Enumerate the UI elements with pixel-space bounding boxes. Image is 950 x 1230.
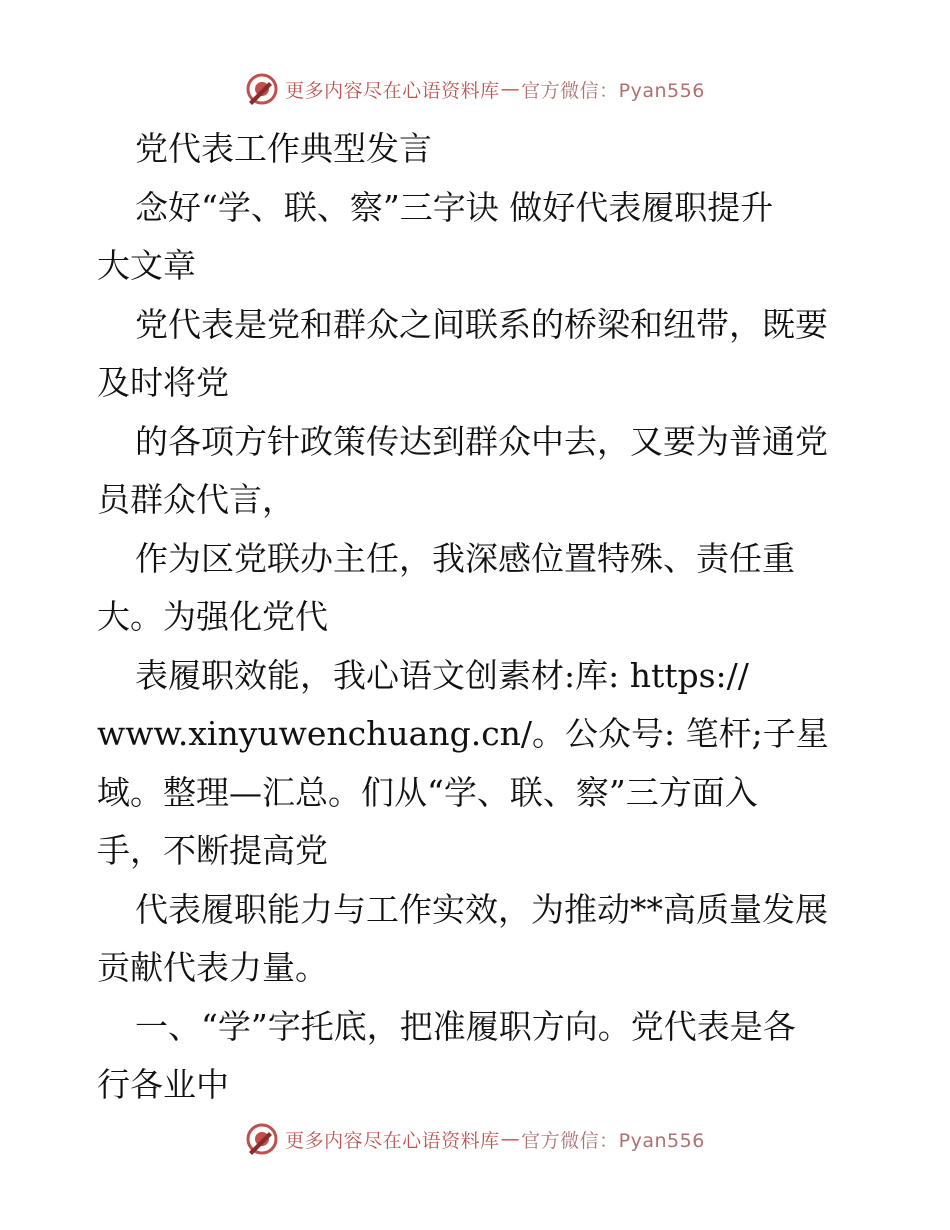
document-line: 一、“学”字托底，把准履职方向。党代表是各	[135, 1006, 796, 1046]
document-line: 手，不断提高党	[97, 831, 328, 870]
banner-dash: —	[500, 78, 521, 100]
document-line: 大文章	[97, 246, 196, 285]
document-line: 域。整理—汇总。们从“学、联、察”三方面入	[97, 772, 758, 812]
document-line: 的各项方针政策传达到群众中去，又要为普通党	[135, 421, 828, 461]
document-body	[97, 120, 887, 1115]
document-line: 代表履职能力与工作实效，为推动**高质量发展	[135, 889, 828, 929]
footer-watermark-banner	[0, 1122, 950, 1156]
document-line: 党代表工作典型发言	[135, 129, 432, 168]
document-line: 贡献代表力量。	[97, 948, 328, 987]
banner-dash: —	[500, 1128, 521, 1150]
pen-logo-icon	[245, 72, 279, 106]
document-line: 大。为强化党代	[97, 597, 328, 636]
document-line: 念好“学、联、察”三字诀 做好代表履职提升	[135, 187, 774, 227]
banner-wechat-text: 官方微信：Pyan556	[521, 1129, 705, 1152]
pen-logo-icon	[245, 1122, 279, 1156]
document-line: 及时将党	[97, 363, 229, 402]
header-watermark-banner	[0, 72, 950, 106]
banner-main-text: 更多内容尽在心语资料库	[285, 79, 500, 102]
document-line: 党代表是党和群众之间联系的桥梁和纽带，既要	[135, 304, 828, 344]
document-line: www.xinyuwenchuang.cn/。公众号: 笔杆;子星	[97, 714, 829, 753]
document-line: 行各业中	[97, 1065, 229, 1104]
banner-wechat-text: 官方微信：Pyan556	[521, 79, 705, 102]
document-line: 表履职效能，我心语文创素材:库: https://	[135, 655, 749, 695]
banner-main-text: 更多内容尽在心语资料库	[285, 1129, 500, 1152]
document-line: 员群众代言，	[97, 480, 295, 519]
document-line: 作为区党联办主任，我深感位置特殊、责任重	[135, 538, 795, 578]
